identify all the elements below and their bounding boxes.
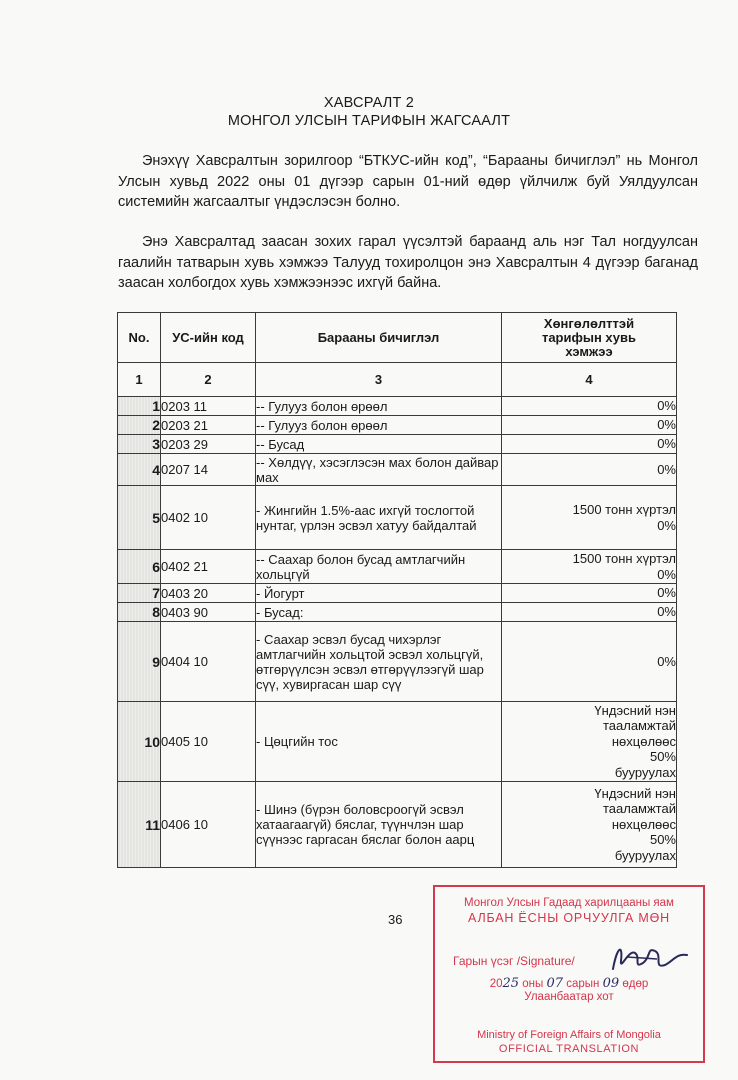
- column-number-2: 2: [161, 363, 256, 397]
- preferential-rate: 1500 тонн хүртэл 0%: [502, 550, 677, 584]
- stamp-date-line: [435, 976, 703, 991]
- table-header-row: [118, 313, 677, 363]
- annex-title: ХАВСРАЛТ 2: [323, 95, 415, 111]
- header-rate: Хөнгөлөлттэй тарифын хувь хэмжээ: [502, 313, 677, 363]
- row-number: 8: [118, 603, 161, 622]
- column-number-4: 4: [502, 363, 677, 397]
- row-number: 2: [118, 416, 161, 435]
- table-row: [118, 416, 677, 435]
- goods-description: -- Саахар болон бусад амтлагчийн хольцгүй: [256, 550, 502, 584]
- header-description: Барааны бичиглэл: [256, 313, 502, 363]
- stamp-date-year-label: оны: [522, 978, 544, 990]
- hs-code: 0402 10: [161, 486, 256, 550]
- header-no: No.: [118, 313, 161, 363]
- table-row: [118, 397, 677, 416]
- row-number: 7: [118, 584, 161, 603]
- header-code: УС-ийн код: [161, 313, 256, 363]
- hs-code: 0203 21: [161, 416, 256, 435]
- goods-description: - Жингийн 1.5%-аас ихгүй тослогтой нунтаг, үрлэн эсвэл хатуу байдалтай: [256, 486, 502, 550]
- stamp-date-year-prefix: 20: [489, 978, 503, 990]
- table-row: [118, 550, 677, 584]
- row-number: 9: [118, 622, 161, 702]
- goods-description: -- Бусад: [256, 435, 502, 454]
- hs-code: 0404 10: [161, 622, 256, 702]
- stamp-date-month-label: сарын: [566, 978, 600, 990]
- column-number-1: 1: [118, 363, 161, 397]
- handwritten-signature-icon: [607, 939, 697, 979]
- stamp-date-month: 07: [546, 976, 564, 991]
- row-number: 4: [118, 454, 161, 486]
- preferential-rate: 1500 тонн хүртэл 0%: [502, 486, 677, 550]
- hs-code: 0403 20: [161, 584, 256, 603]
- preferential-rate: 0%: [502, 603, 677, 622]
- goods-description: - Йогурт: [256, 584, 502, 603]
- row-number: 5: [118, 486, 161, 550]
- official-translation-stamp: [433, 885, 705, 1063]
- preferential-rate: 0%: [502, 622, 677, 702]
- row-number: 1: [118, 397, 161, 416]
- page-number: 36: [388, 912, 403, 927]
- table-row: [118, 702, 677, 782]
- hs-code: 0402 21: [161, 550, 256, 584]
- goods-description: - Цөцгийн тос: [256, 702, 502, 782]
- stamp-city: Улаанбаатар хот: [524, 991, 614, 1003]
- hs-code: 0405 10: [161, 702, 256, 782]
- stamp-date-day: 09: [602, 976, 620, 991]
- intro-paragraph-2: [118, 232, 698, 294]
- stamp-date-day-label: өдөр: [622, 978, 649, 990]
- table-row: [118, 603, 677, 622]
- preferential-rate: Үндэсний нэн тааламжтай нөхцөлөөс 50% бууруулах: [502, 782, 677, 868]
- goods-description: - Саахар эсвэл бусад чихэрлэг амтлагчийн хольцтой эсвэл хольцгүй, өтгөрүүлсэн эсвэл өтгөрүүлээгүй шар сүү, хувиргасан шар сүү: [256, 622, 502, 702]
- table-row: [118, 454, 677, 486]
- goods-description: - Шинэ (бүрэн боловсроогүй эсвэл хатаагаагүй) бяслаг, түүнчлэн шар сүүнээс гаргасан бяслаг болон аарц: [256, 782, 502, 868]
- preferential-rate: 0%: [502, 397, 677, 416]
- goods-description: -- Хөлдүү, хэсэглэсэн мах болон дайвар мах: [256, 454, 502, 486]
- row-number: 10: [118, 702, 161, 782]
- hs-code: 0203 11: [161, 397, 256, 416]
- stamp-ministry-en: Ministry of Foreign Affairs of Mongolia: [477, 1029, 661, 1041]
- row-number: 11: [118, 782, 161, 868]
- intro-paragraph-1: [118, 151, 698, 213]
- row-number: 3: [118, 435, 161, 454]
- table-row: [118, 486, 677, 550]
- preferential-rate: 0%: [502, 416, 677, 435]
- stamp-ministry-mn: Монгол Улсын Гадаад харилцааны яам: [464, 897, 674, 909]
- annex-subtitle: МОНГОЛ УЛСЫН ТАРИФЫН ЖАГСААЛТ: [227, 113, 511, 129]
- hs-code: 0207 14: [161, 454, 256, 486]
- table-row: [118, 622, 677, 702]
- goods-description: - Бусад:: [256, 603, 502, 622]
- table-row: [118, 782, 677, 868]
- intro-paragraph-2-text: Энэ Хавсралтад заасан зохих гарал үүсэлтэй бараанд аль нэг Тал ногдуулсан гаалийн татварын хувь хэмжээ Талууд тохиролцон энэ Хавсралтын 4 дүгээр баганад заасан холбогдох хувь хэмжээнээс ихгүй байна.: [118, 234, 698, 291]
- table-row: [118, 435, 677, 454]
- row-number: 6: [118, 550, 161, 584]
- intro-paragraph-1-text: Энэхүү Хавсралтын зорилгоор “БТКУС-ийн код”, “Барааны бичиглэл” нь Монгол Улсын хувьд 2022 оны 01 дүгээр сарын 01-ний өдөр үйлчилж буй Уялдуулсан системийн жагсаалтыг үндэслэсэн болно.: [118, 153, 698, 210]
- goods-description: -- Гулууз болон өрөөл: [256, 416, 502, 435]
- hs-code: 0406 10: [161, 782, 256, 868]
- preferential-rate: Үндэсний нэн тааламжтай нөхцөлөөс 50% бууруулах: [502, 702, 677, 782]
- preferential-rate: 0%: [502, 435, 677, 454]
- table-row: [118, 584, 677, 603]
- column-number-row: [118, 363, 677, 397]
- preferential-rate: 0%: [502, 454, 677, 486]
- hs-code: 0403 90: [161, 603, 256, 622]
- tariff-table: [117, 312, 677, 868]
- stamp-official-mn: АЛБАН ЁСНЫ ОРЧУУЛГА МӨН: [468, 911, 670, 925]
- stamp-official-en: OFFICIAL TRANSLATION: [498, 1043, 640, 1055]
- stamp-date-year: 25: [502, 976, 520, 991]
- goods-description: -- Гулууз болон өрөөл: [256, 397, 502, 416]
- hs-code: 0203 29: [161, 435, 256, 454]
- preferential-rate: 0%: [502, 584, 677, 603]
- stamp-signature-label: Гарын үсэг /Signature/: [453, 954, 575, 968]
- column-number-3: 3: [256, 363, 502, 397]
